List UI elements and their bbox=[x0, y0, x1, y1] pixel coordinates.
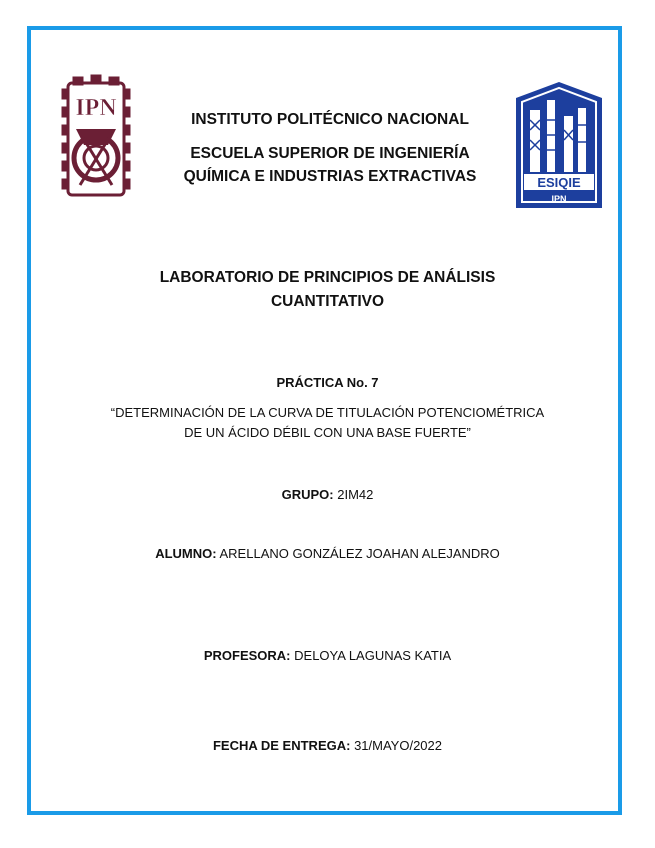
professor-line bbox=[60, 648, 595, 663]
esiqie-logo-icon bbox=[514, 80, 604, 212]
institute-name: INSTITUTO POLITÉCNICO NACIONAL bbox=[191, 111, 469, 128]
delivery-date-value: 31/MAYO/2022 bbox=[354, 738, 442, 753]
practice-title bbox=[60, 403, 595, 443]
lab-name-line2: CUANTITATIVO bbox=[270, 293, 385, 310]
professor-value: DELOYA LAGUNAS KATIA bbox=[294, 648, 452, 663]
school-name-line2: QUÍMICA E INDUSTRIAS EXTRACTIVAS bbox=[183, 168, 477, 185]
practice-number: PRÁCTICA No. 7 bbox=[276, 375, 379, 390]
school-name-line1: ESCUELA SUPERIOR DE INGENIERÍA bbox=[190, 145, 470, 162]
lab-name-line1: LABORATORIO DE PRINCIPIOS DE ANÁLISIS bbox=[159, 269, 496, 286]
group-line bbox=[60, 487, 595, 502]
lab-name bbox=[80, 266, 575, 314]
ipn-logo-icon bbox=[60, 73, 132, 205]
practice-title-line2: DE UN ÁCIDO DÉBIL CON UNA BASE FUERTE” bbox=[184, 425, 471, 440]
ipn-logo-text: IPN bbox=[75, 95, 117, 121]
practice-title-line1: “DETERMINACIÓN DE LA CURVA DE TITULACIÓN POTENCIOMÉTRICA bbox=[110, 405, 545, 420]
esiqie-logo-subtext: IPN bbox=[551, 194, 567, 204]
student-label: ALUMNO: bbox=[155, 546, 217, 561]
delivery-date-line bbox=[60, 738, 595, 753]
group-label: GRUPO: bbox=[281, 487, 334, 502]
esiqie-logo-text: ESIQIE bbox=[537, 175, 581, 190]
professor-label: PROFESORA: bbox=[203, 648, 291, 663]
group-value: 2IM42 bbox=[337, 487, 374, 502]
school-name bbox=[150, 142, 510, 188]
student-line bbox=[60, 546, 595, 561]
delivery-date-label: FECHA DE ENTREGA: bbox=[212, 738, 351, 753]
student-value: ARELLANO GONZÁLEZ JOAHAN ALEJANDRO bbox=[219, 546, 500, 561]
